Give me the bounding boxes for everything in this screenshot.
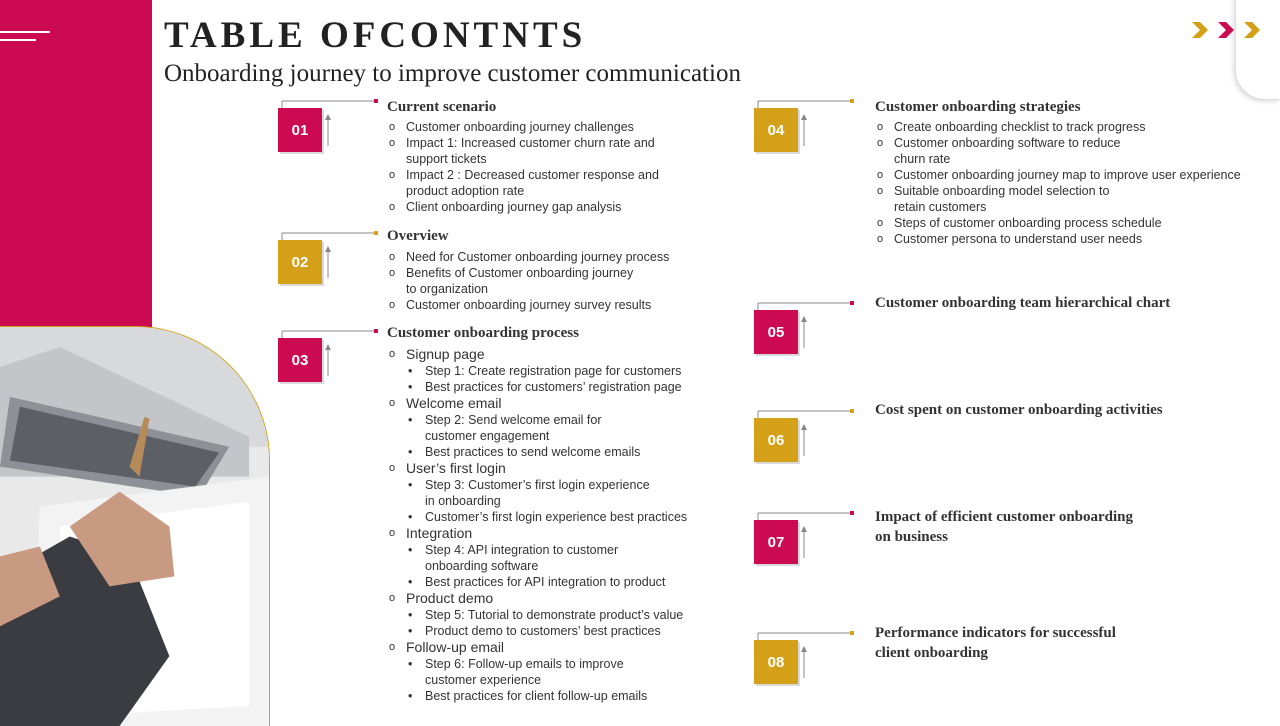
list-item: o Suitable onboarding model selection to retain customers <box>875 183 1275 215</box>
number-badge: 08 <box>754 640 798 684</box>
menu-lines-decoration <box>0 31 50 47</box>
section-list-02 <box>387 249 697 313</box>
section-title-05[interactable]: Customer onboarding team hierarchical chart <box>875 295 1171 311</box>
list-item: o Customer onboarding journey survey results <box>387 297 697 313</box>
number-badge: 05 <box>754 310 798 354</box>
section-title-01[interactable]: Current scenario <box>387 99 497 115</box>
section-list-01 <box>387 119 697 215</box>
list-item: o Create onboarding checklist to track progress <box>875 119 1275 135</box>
section-title-line: Impact of efficient customer onboarding <box>875 509 1134 525</box>
section-title-08[interactable] <box>875 623 1116 663</box>
list-item: o Product demo • Step 5: Tutorial to demonstrate product’s value • Product demo to customers’ best practices <box>387 590 717 639</box>
list-item: o Steps of customer onboarding process schedule <box>875 215 1275 231</box>
section-title-02[interactable]: Overview <box>387 228 449 244</box>
list-item: o Client onboarding journey gap analysis <box>387 199 697 215</box>
page-subtitle: Onboarding journey to improve customer communication <box>164 60 741 87</box>
list-item: o Integration • Step 4: API integration to customer onboarding software • Best practices for API integration to product <box>387 525 717 590</box>
section-title-03[interactable]: Customer onboarding process <box>387 325 579 341</box>
list-item: o Customer persona to understand user needs <box>875 231 1275 247</box>
list-item: o Signup page • Step 1: Create registration page for customers • Best practices for customers’ registration page <box>387 346 717 395</box>
section-title-line: client onboarding <box>875 645 988 661</box>
number-badge: 07 <box>754 520 798 564</box>
list-item: o Impact 2 : Decreased customer response and product adoption rate <box>387 167 697 199</box>
list-item: o Welcome email • Step 2: Send welcome email for customer engagement • Best practices to send welcome emails <box>387 395 717 460</box>
list-subitem: • Step 1: Create registration page for customers <box>406 363 717 379</box>
list-subitem: • Customer’s first login experience best practices <box>406 509 717 525</box>
number-badge: 02 <box>278 240 322 284</box>
section-title-07[interactable] <box>875 507 1133 547</box>
hand-writing-photo <box>0 326 270 726</box>
list-subitem: • Step 5: Tutorial to demonstrate product’s value <box>406 607 717 623</box>
list-item: o Need for Customer onboarding journey process <box>387 249 697 265</box>
list-subitem: • Best practices to send welcome emails <box>406 444 717 460</box>
number-badge: 03 <box>278 338 322 382</box>
page-title: TABLE OFCONTNTS <box>164 15 587 56</box>
list-item: o Follow-up email • Step 6: Follow-up emails to improve customer experience • Best practices for client follow-up emails <box>387 639 717 704</box>
list-subitem: • Product demo to customers’ best practices <box>406 623 717 639</box>
list-subitem: • Step 3: Customer’s first login experience in onboarding <box>406 477 717 509</box>
section-title-06[interactable]: Cost spent on customer onboarding activities <box>875 402 1163 418</box>
list-subitem: • Step 2: Send welcome email for customer engagement <box>406 412 717 444</box>
list-item: o Customer onboarding software to reduce churn rate <box>875 135 1275 167</box>
next-chevrons-icon[interactable] <box>1190 20 1264 40</box>
section-list-03 <box>387 346 717 704</box>
list-item: o Impact 1: Increased customer churn rate and support tickets <box>387 135 697 167</box>
section-title-04[interactable]: Customer onboarding strategies <box>875 99 1081 115</box>
list-subitem: • Best practices for customers’ registration page <box>406 379 717 395</box>
corner-tab <box>1235 0 1280 100</box>
number-badge: 04 <box>754 108 798 152</box>
number-badge: 01 <box>278 108 322 152</box>
list-item: o Customer onboarding journey map to improve user experience <box>875 167 1275 183</box>
list-item: o Customer onboarding journey challenges <box>387 119 697 135</box>
list-subitem: • Step 4: API integration to customer onboarding software <box>406 542 717 574</box>
list-subitem: • Best practices for client follow-up emails <box>406 688 717 704</box>
number-badge: 06 <box>754 418 798 462</box>
section-title-line: Performance indicators for successful <box>875 625 1116 641</box>
list-item: o Benefits of Customer onboarding journey to organization <box>387 265 697 297</box>
list-item: o User’s first login • Step 3: Customer’s first login experience in onboarding • Customer’s first login experience best practices <box>387 460 717 525</box>
section-title-line: on business <box>875 529 948 545</box>
section-list-04 <box>875 119 1275 247</box>
list-subitem: • Best practices for API integration to product <box>406 574 717 590</box>
list-subitem: • Step 6: Follow-up emails to improve customer experience <box>406 656 717 688</box>
